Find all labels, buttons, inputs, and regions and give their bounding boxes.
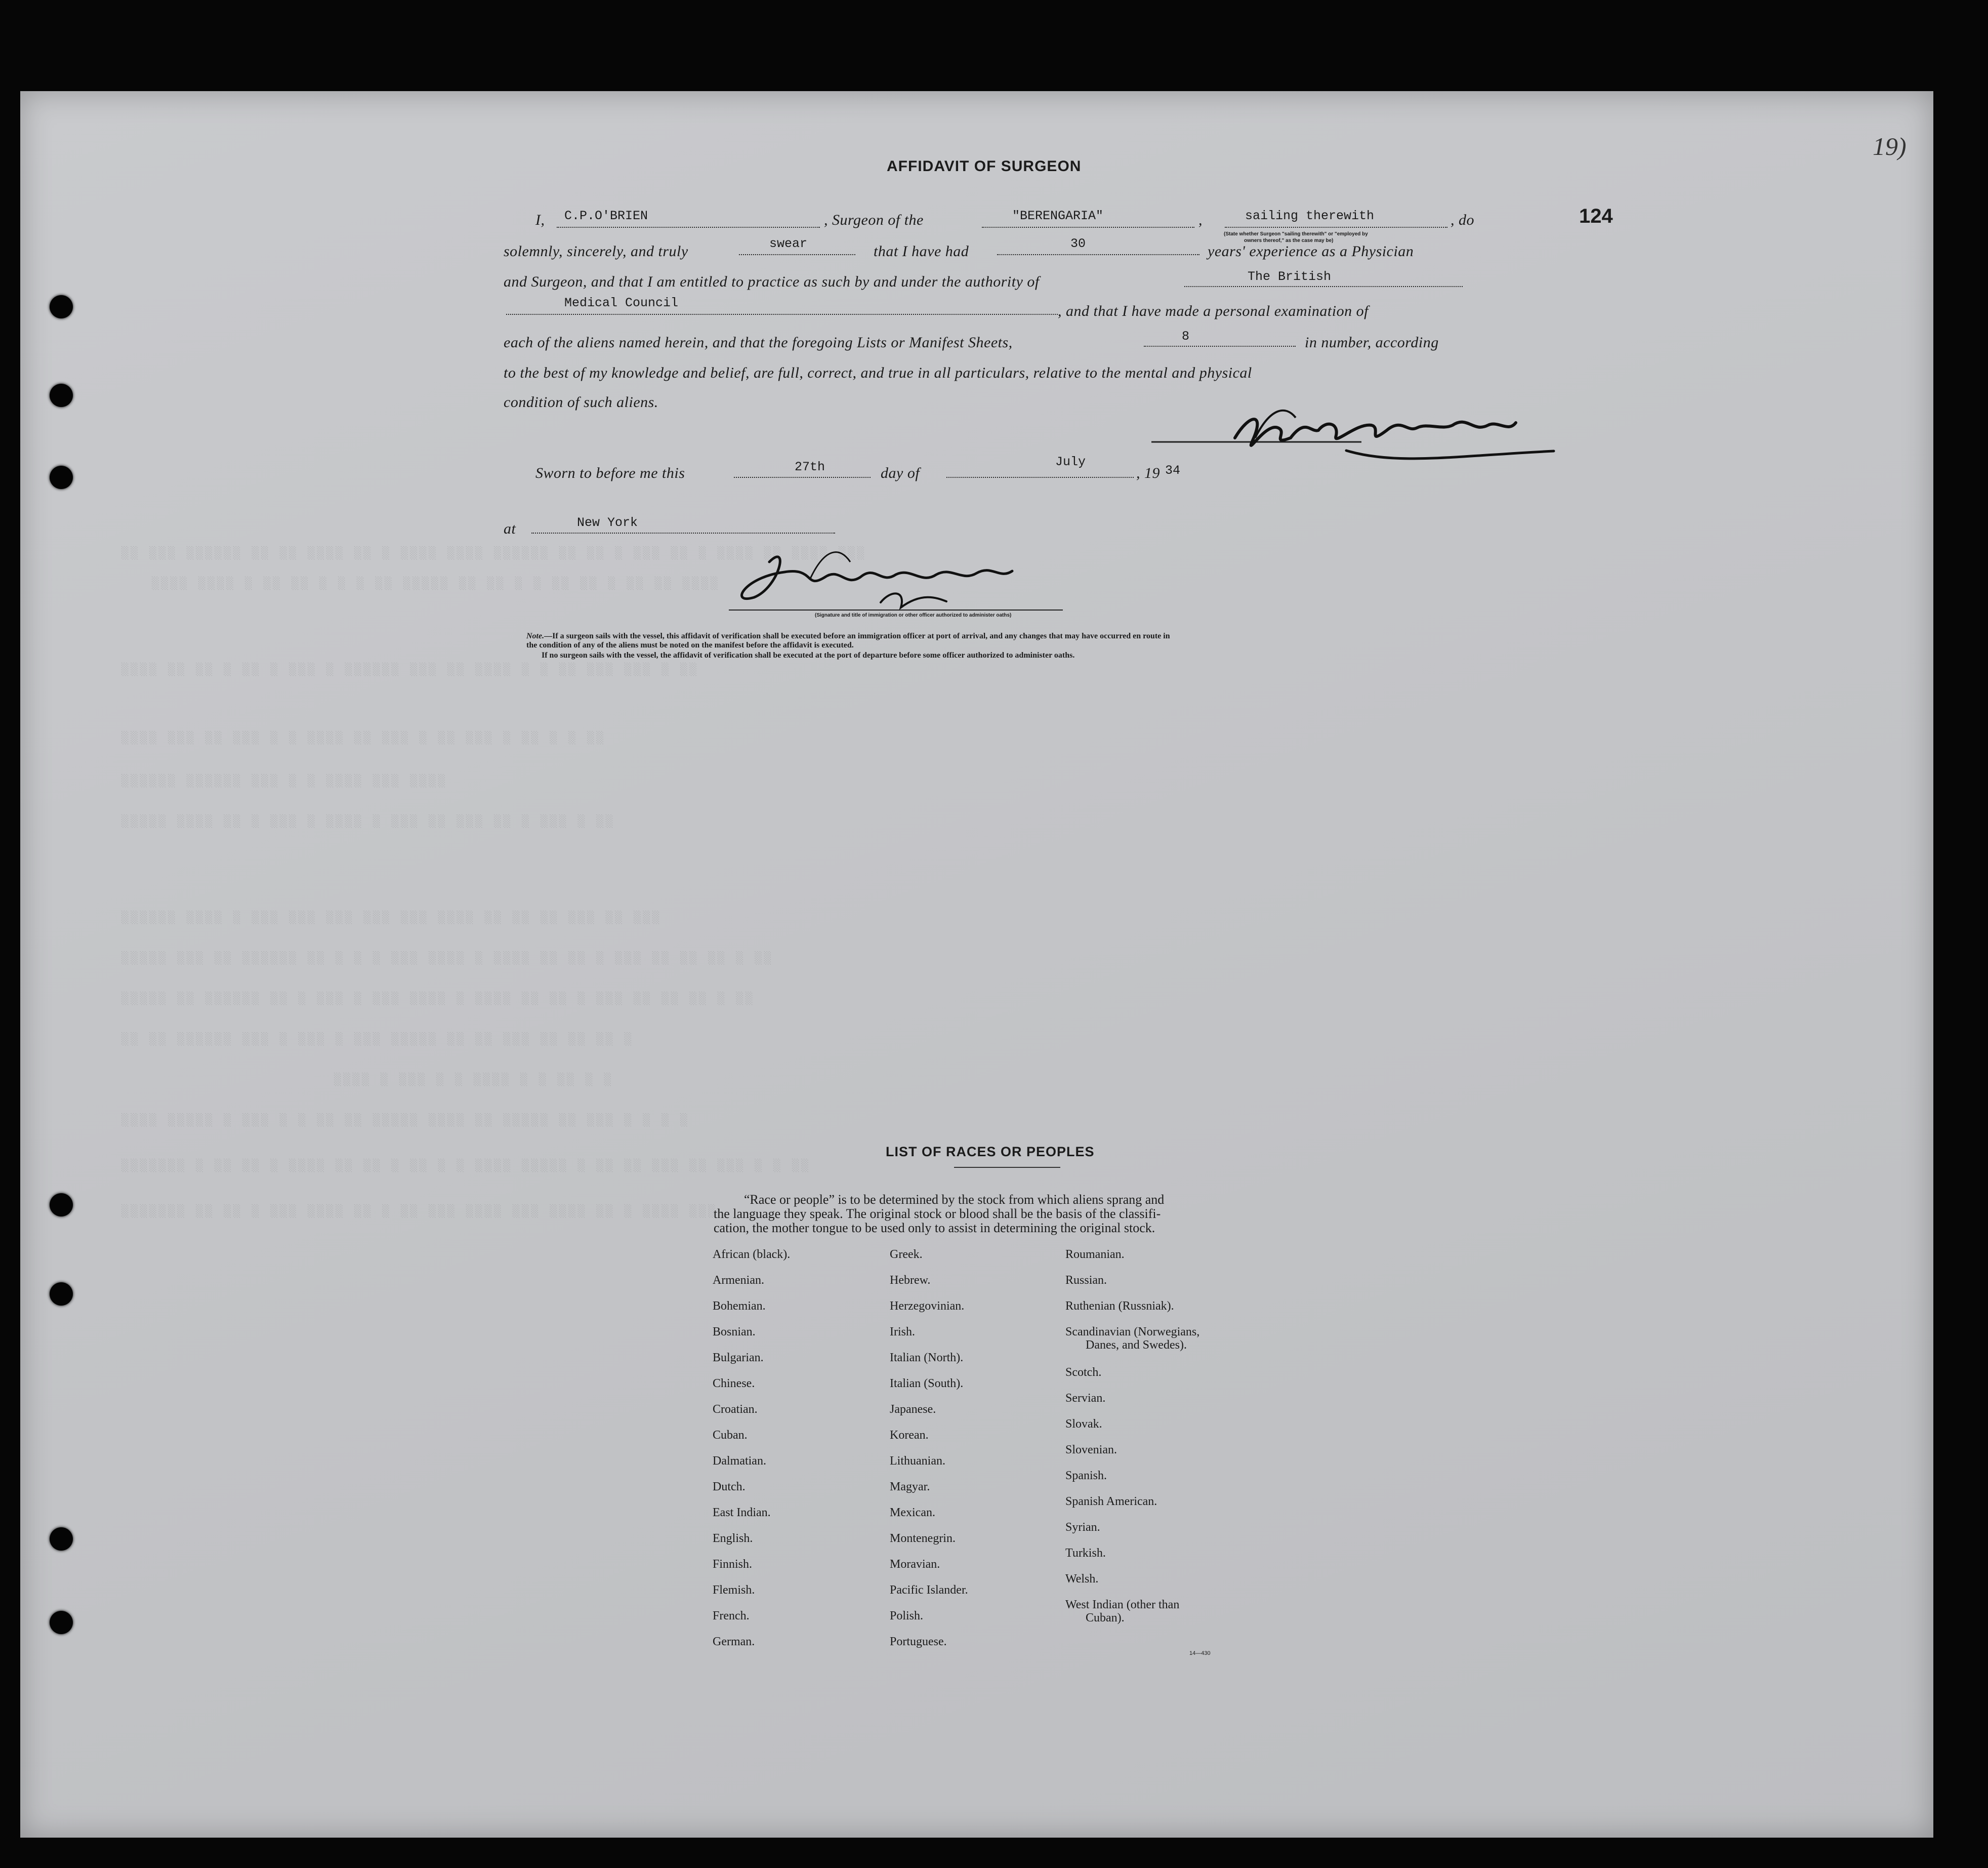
race-item-line: Cuban).	[1086, 1611, 1125, 1625]
punch-hole	[50, 1193, 73, 1216]
race-item: Chinese.	[713, 1377, 755, 1390]
note-line-3: If no surgeon sails with the vessel, the affidavit of verification shall be executed at the port of departure before some officer authorized to administer oaths.	[542, 651, 1075, 660]
fill-line	[531, 533, 835, 534]
race-item: Bulgarian.	[713, 1351, 764, 1364]
years-experience: 30	[1070, 236, 1086, 251]
race-item: Magyar.	[890, 1480, 930, 1493]
punch-hole	[50, 384, 73, 407]
sailing-note: (State whether Surgeon "sailing therewith" or "employed by	[1224, 231, 1368, 237]
race-item: Cuban.	[713, 1429, 748, 1442]
race-item: Bohemian.	[713, 1300, 766, 1313]
fill-line	[506, 314, 1058, 315]
authority-line1: The British	[1248, 269, 1332, 284]
text-years-experience: years' experience as a Physician	[1208, 243, 1414, 260]
race-item: Croatian.	[713, 1403, 758, 1416]
race-item: Portuguese.	[890, 1635, 947, 1648]
text-and-surgeon: and Surgeon, and that I am entitled to practice as such by and under the authority of	[504, 273, 1040, 290]
fill-line	[739, 254, 855, 255]
sheet-count: 8	[1182, 329, 1190, 344]
race-item: Greek.	[890, 1248, 923, 1261]
text-at: at	[504, 520, 516, 537]
punch-hole	[50, 295, 73, 318]
race-item: Mexican.	[890, 1506, 935, 1519]
fill-line	[1144, 346, 1296, 347]
race-item-line: West Indian (other than	[1065, 1598, 1180, 1611]
text-best-knowledge: to the best of my knowledge and belief, are full, correct, and true in all particulars, relative to the mental and physical	[504, 364, 1252, 381]
races-heading: LIST OF RACES OR PEOPLES	[886, 1144, 1095, 1159]
race-item: Slovak.	[1065, 1417, 1102, 1431]
vessel-name: "BERENGARIA"	[1012, 209, 1104, 223]
fill-line	[1225, 227, 1447, 228]
sworn-place: New York	[577, 515, 638, 530]
punch-hole	[50, 466, 73, 489]
race-item: Finnish.	[713, 1558, 753, 1571]
race-item: Lithuanian.	[890, 1454, 945, 1468]
sworn-day: 27th	[795, 460, 825, 474]
race-item: Spanish American.	[1065, 1495, 1157, 1508]
race-item: Ruthenian (Russniak).	[1065, 1300, 1174, 1313]
text-surgeon-of-the: , Surgeon of the	[824, 212, 924, 228]
text-personal-exam: , and that I have made a personal examination of	[1058, 303, 1369, 319]
note-line-1	[526, 632, 1170, 641]
manifest-sheet: 19) 124 ░░ ░░░ ░░░░░░ ░░ ░░ ░░░░ ░░ ░ ░░░░ ░░░░ ░░░░░░ ░░ ░░ ░ ░░░ ░░ ░ ░░░░ ░░ ░░░░ ░░░ ░░░░ ░░░░ ░ ░░ ░░ ░ ░ ░ ░░ ░░░░░ ░░ ░░ ░ ░ ░░ ░░ ░ ░░ ░░ ░░░░ ░░░░ ░░ ░░ ░ ░░ ░ ░░░ ░ ░░░░░░ ░░░ ░░ ░░░░ ░ ░ ░░ ░░░ ░░░ ░ ░░ ░░░░ ░░░ ░░ ░░░ ░ ░ ░░░░ ░░ ░░░ ░ ░░ ░░░ ░ ░░ ░ ░ ░░ ░░░░░░ ░░░░░░ ░░░ ░ ░ ░░░░ ░░░ ░░░░ ░░░░░ ░░░░ ░░ ░ ░░░ ░ ░░░░ ░ ░░░ ░░ ░░░ ░░ ░ ░░░ ░ ░░ ░░░░░░ ░░░░ ░ ░░░ ░░░ ░░░ ░░░ ░░░ ░░░░ ░░ ░░ ░░ ░░░ ░░ ░░░ ░░░░░ ░░░ ░░ ░░░░░░ ░░ ░ ░ ░ ░░░ ░░░░ ░ ░░░░ ░░ ░░ ░ ░░░ ░░ ░░ ░░ ░ ░░ ░░░░░ ░░ ░░░░░░ ░░ ░ ░░░ ░ ░░░ ░░░░ ░ ░░░░ ░░ ░░ ░ ░░░ ░░ ░░ ░░ ░ ░░ ░░ ░░ ░░░░░░ ░░░ ░ ░░░ ░ ░░░ ░░░░░ ░░ ░░ ░░░ ░░ ░░ ░░ ░ ░░░░ ░ ░░░ ░ ░ ░░░░ ░ ░ ░░ ░ ░ ░░░░ ░░░░░ ░ ░░░ ░ ░ ░░ ░░ ░░░░░ ░░░░ ░░ ░░░░░ ░░ ░░░ ░ ░ ░ ░ ░░░░░░░ ░ ░░ ░░ ░ ░░░░ ░░ ░░ ░ ░░ ░ ░ ░░░░ ░░░░░ ░ ░░ ░░ ░░░ ░░ ░░░ ░ ░ ░░ ░░░░░░░ ░░ ░░ ░ ░░░ ░░░░ ░░ ░ ░░ ░░░ ░░░░ ░░░ ░░░░ ░░ ░ ░░░░ ░░░ AFFIDAVIT OF SURGEON I, C.P.O'BRIEN , Surgeon of the "BERENGARIA" , sailing therewith , do (State whether Surgeon "sailing therewith" or "employed by owners thereof," as the case may be) solemnly, sincerely, and truly swear that I have had 30 years' experience as a Physician and Surgeon, and that I am entitled to practice as such by and under the authority of The British Medical Council , and that I have made a personal examination of each of the aliens named herein, and that the foregoing Lists or Manifest Sheets, 8 in number, according to the best of my knowledge and belief, are full, correct, and true in all particulars, relative to the mental and physical condition of such aliens. Sworn to before me this 27th day of July , 19 34 at New York (Signature and title of immigration or other officer authorized to administer oaths) Note.—If a surgeon sails with the vessel, this affidavit of verification shall be executed before an immigration officer at port of arrival, and any changes that may have occurred en route in the condition of any of the aliens must be noted on the manifest before the affidavit is executed. If no surgeon sails with the vessel, the affidavit of verification shall be executed at the port of departure before some officer authorized to administer oaths. LIST OF RACES OR PEOPLES “Race or people” is to be determined by the stock from which aliens sprang and the language they speak. The original stock or blood shall be the basis of the classifi- cation, the mother tongue to be used only to assist in determining the original stock. African (black). Armenian. Bohemian. Bosnian. Bulgarian. Chinese. Croatian. Cuban. Dalmatian. Dutch. East Indian. English. Finnish. Flemish. French. German. Greek. Hebrew. Herzegovinian. Irish. Italian (North). Italian (South). Japanese. Korean. Lithuanian. Magyar. Mexican. Montenegrin. Moravian. Pacific Islander. Polish. Portuguese. Roumanian. Russian. Ruthenian (Russniak). Scandinavian (Norwegians, Danes, and Swedes). Scotch. Servian. Slovak. Slovenian. Spanish. Spanish American. Syrian. Turkish. Welsh. West Indian (other than Cuban). 14—430	[20, 91, 1933, 1838]
race-item: German.	[713, 1635, 755, 1648]
race-item-line: Danes, and Swedes).	[1086, 1338, 1187, 1352]
signature-caption: (Signature and title of immigration or other officer authorized to administer oaths)	[815, 613, 1012, 618]
races-intro-1: “Race or people” is to be determined by the stock from which aliens sprang and	[744, 1192, 1165, 1207]
text-in-number: in number, according	[1305, 334, 1439, 351]
race-item: Korean.	[890, 1429, 929, 1442]
surgeon-name: C.P.O'BRIEN	[564, 209, 648, 223]
page-number: 124	[1579, 205, 1613, 227]
punch-hole	[50, 1611, 73, 1634]
authority-line2: Medical Council	[564, 296, 679, 310]
text-day-of: day of	[881, 465, 920, 481]
race-item	[1065, 1598, 1179, 1625]
race-item: Syrian.	[1065, 1521, 1100, 1534]
race-item: Italian (South).	[890, 1377, 964, 1390]
form-number: 14—430	[1189, 1650, 1211, 1656]
race-item: Turkish.	[1065, 1547, 1106, 1560]
fill-line	[1184, 286, 1463, 287]
race-item: Flemish.	[713, 1583, 755, 1597]
corner-mark: 19)	[1873, 132, 1907, 160]
race-item: Scotch.	[1065, 1366, 1102, 1379]
race-item: Moravian.	[890, 1558, 940, 1571]
heading-rule	[954, 1167, 1060, 1168]
race-item: English.	[713, 1532, 753, 1545]
sworn-month: July	[1055, 455, 1086, 469]
text-year-prefix: , 19	[1136, 465, 1160, 481]
signature-graphic	[709, 542, 1073, 618]
text-condition: condition of such aliens.	[504, 394, 658, 411]
race-item: Armenian.	[713, 1274, 764, 1287]
races-intro-3: cation, the mother tongue to be used only to assist in determining the original stock.	[714, 1221, 1155, 1235]
text-each-alien: each of the aliens named herein, and that the foregoing Lists or Manifest Sheets,	[504, 334, 1013, 351]
race-item: Spanish.	[1065, 1469, 1107, 1482]
race-item: Dalmatian.	[713, 1454, 766, 1468]
race-item: Pacific Islander.	[890, 1583, 968, 1597]
race-item: Welsh.	[1065, 1572, 1099, 1586]
race-item: Dutch.	[713, 1480, 746, 1493]
race-item: African (black).	[713, 1248, 791, 1261]
text-that-i-have-had: that I have had	[874, 243, 969, 260]
race-item: Irish.	[890, 1325, 915, 1338]
fill-line	[997, 254, 1199, 255]
sailing-status: sailing therewith	[1245, 209, 1375, 223]
punch-hole	[50, 1282, 73, 1306]
note-line-2: the condition of any of the aliens must be noted on the manifest before the affidavit is executed.	[526, 641, 854, 649]
race-item: French.	[713, 1609, 750, 1622]
race-item: Slovenian.	[1065, 1443, 1117, 1456]
signature-graphic	[1144, 402, 1599, 478]
fill-line	[982, 227, 1194, 228]
race-item: Japanese.	[890, 1403, 936, 1416]
race-item: Servian.	[1065, 1392, 1106, 1405]
officer-signature	[709, 542, 1073, 620]
text-comma: ,	[1198, 212, 1203, 228]
text-do: , do	[1451, 212, 1474, 228]
note-text: —If a surgeon sails with the vessel, this affidavit of verification shall be executed before an immigration officer at port of arrival, and any changes that may have occurred en route in	[544, 632, 1170, 640]
races-intro-2: the language they speak. The original stock or blood shall be the basis of the classifi-	[714, 1206, 1161, 1221]
race-item: Russian.	[1065, 1274, 1107, 1287]
sworn-year: 34	[1165, 463, 1181, 478]
fill-line	[557, 227, 820, 228]
affidavit-heading: AFFIDAVIT OF SURGEON	[887, 158, 1082, 175]
surgeon-signature	[1144, 402, 1599, 481]
race-item-line: Scandinavian (Norwegians,	[1065, 1325, 1200, 1338]
race-item: Italian (North).	[890, 1351, 964, 1364]
fill-line	[946, 477, 1134, 478]
race-item: Roumanian.	[1065, 1248, 1125, 1261]
race-item	[1065, 1325, 1199, 1352]
race-item: Polish.	[890, 1609, 924, 1622]
oath-type: swear	[769, 236, 808, 251]
punch-hole	[50, 1527, 73, 1551]
race-item: Herzegovinian.	[890, 1300, 965, 1313]
text-solemnly: solemnly, sincerely, and truly	[504, 243, 688, 260]
race-item: Hebrew.	[890, 1274, 931, 1287]
note-label: Note.	[526, 632, 545, 640]
text-i: I,	[535, 212, 545, 228]
text-sworn: Sworn to before me this	[535, 465, 685, 481]
race-item: Montenegrin.	[890, 1532, 956, 1545]
race-item: East Indian.	[713, 1506, 771, 1519]
race-item: Bosnian.	[713, 1325, 756, 1338]
fill-line	[734, 477, 871, 478]
sailing-note: owners thereof," as the case may be)	[1244, 238, 1334, 243]
